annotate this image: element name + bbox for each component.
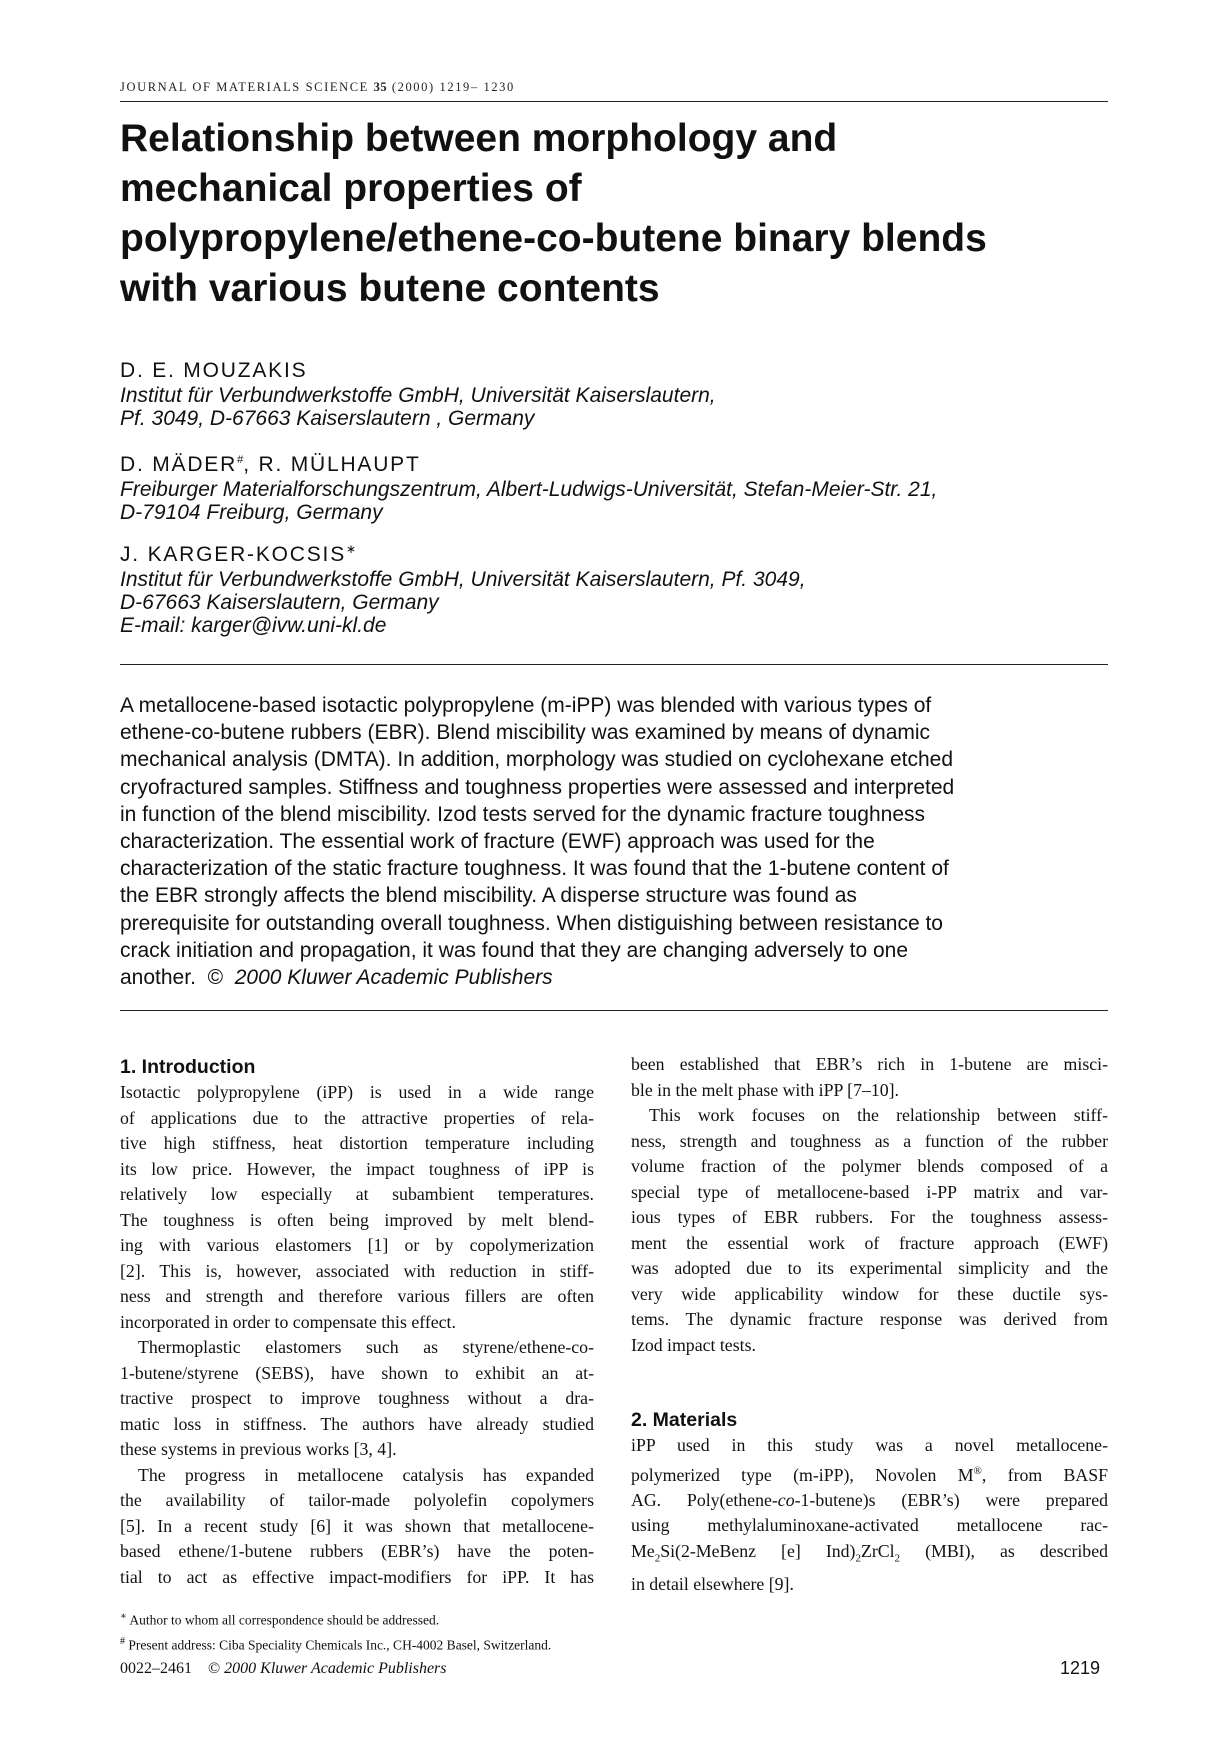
body-line: of applications due to the attractive properties of rela-: [120, 1107, 594, 1128]
body-line: its low price. However, the impact toughness of iPP is: [120, 1158, 594, 1179]
body-line: Thermoplastic elastomers such as styrene/ethene-co-: [138, 1337, 594, 1357]
body-line: ment the essential work of fracture approach (EWF): [631, 1232, 1108, 1253]
abstract-line: in function of the blend miscibility. Izod tests served for the dynamic fracture toughness: [120, 802, 926, 826]
footnote-corresponding-author: [120, 1606, 551, 1631]
page-number: 1219: [1060, 1658, 1101, 1678]
abstract-line: prerequisite for outstanding overall toughness. When distiguishing between resistance to: [120, 911, 943, 935]
footer-publisher: 2000 Kluwer Academic Publishers: [224, 1660, 447, 1677]
author-name-karger-kocsis: J. KARGER-KOCSIS: [120, 543, 347, 566]
body-line: relatively low especially at subambient temperatures.: [120, 1184, 594, 1204]
issn: 0022–2461: [120, 1660, 192, 1677]
body-line: [5]. In a recent study [6] it was shown that metallocene-: [120, 1515, 594, 1536]
journal-volume: 35: [373, 80, 388, 94]
title-line: mechanical properties of: [120, 167, 582, 210]
abstract-line: characterization. The essential work of fracture (EWF) approach was used for the: [120, 830, 875, 854]
section-heading-materials: 2. Materials: [631, 1409, 738, 1431]
text-run: polymerized type (m-iPP), Novolen M: [631, 1464, 974, 1485]
subscript: 2: [654, 1552, 661, 1565]
body-line: [631, 1459, 1108, 1488]
text-run-italic: co: [777, 1489, 795, 1510]
copyright-symbol: ©: [207, 966, 224, 990]
subscript: 2: [855, 1552, 861, 1565]
footnote-mark: #: [120, 1635, 125, 1647]
abstract-line: crack initiation and propagation, it was found that they are changing adversely to one: [120, 938, 909, 962]
footnotes: [120, 1606, 551, 1655]
text-run: Si(2-MeBenz [e] Ind): [660, 1540, 856, 1561]
footnote-text: Present address: Ciba Speciality Chemicals Inc., CH-4002 Basel, Switzerland.: [125, 1637, 552, 1652]
body-line: ious types of EBR rubbers. For the toughness assess-: [631, 1207, 1108, 1227]
author-name: [120, 536, 1110, 568]
body-line: tems. The dynamic fracture response was derived from: [631, 1309, 1108, 1329]
running-head: [120, 80, 1108, 102]
body-line: iPP used in this study was a novel metallocene-: [631, 1435, 1108, 1455]
section-spacer: [631, 1358, 1108, 1408]
body-line: in detail elsewhere [9].: [631, 1573, 794, 1594]
text-run: AG. Poly(ethene-: [631, 1489, 778, 1510]
abstract-line: ethene-co-butene rubbers (EBR). Blend miscibility was examined by means of dynamic: [120, 721, 931, 745]
registered-mark: ®: [973, 1464, 982, 1477]
footnote-mark: ∗: [120, 1611, 127, 1622]
author-affiliation-line: Institut für Verbundwerkstoffe GmbH, Universität Kaiserslautern, Pf. 3049,: [120, 568, 806, 591]
body-line: very wide applicability window for these ductile sys-: [631, 1283, 1108, 1304]
paper-title: [120, 114, 1110, 314]
copyright-symbol: ©: [208, 1660, 221, 1677]
abstract-line: mechanical analysis (DMTA). In addition, morphology was studied on cyclohexane etched: [120, 748, 954, 772]
body-line: tractive prospect to improve toughness without a dra-: [120, 1388, 594, 1408]
abstract-line: cryofractured samples. Stiffness and toughness properties were assessed and interpreted: [120, 775, 955, 799]
body-line: ness, strength and toughness as a function of the rubber: [631, 1130, 1108, 1151]
footnote-text: Author to whom all correspondence should be addressed.: [126, 1612, 440, 1628]
section-heading-introduction: 1. Introduction: [120, 1056, 256, 1078]
text-run: -1-butene)s (EBR’s) were prepared: [794, 1489, 1108, 1510]
body-line: Isotactic polypropylene (iPP) is used in a wide range: [120, 1082, 594, 1102]
footer-left: [120, 1660, 447, 1678]
body-line: ing with various elastomers [1] or by copolymerization: [120, 1235, 594, 1255]
abstract-line: A metallocene-based isotactic polypropylene (m-iPP) was blended with various types of: [120, 694, 932, 717]
journal-name: JOURNAL OF MATERIALS SCIENCE: [120, 80, 369, 94]
journal-year-pages: (2000) 1219– 1230: [391, 80, 515, 94]
body-line: been established that EBR’s rich in 1-butene are misci-: [631, 1054, 1108, 1074]
body-line: these systems in previous works [3, 4].: [120, 1439, 397, 1459]
body-line: [2]. This is, however, associated with reduction in stiff-: [120, 1260, 594, 1281]
body-line: incorporated in order to compensate this effect.: [120, 1311, 456, 1332]
author-name-mulhaupt: , R. MÜLHAUPT: [243, 453, 421, 476]
author-footnote-mark: ∗: [346, 542, 358, 556]
title-line: polypropylene/ethene-co-butene binary blends: [120, 217, 987, 260]
body-line: The toughness is often being improved by melt blend-: [120, 1209, 594, 1230]
author-block-mouzakis: [120, 358, 1110, 430]
text-run: , from BASF: [981, 1464, 1108, 1485]
author-affiliation-line: Freiburger Materialforschungszentrum, Albert-Ludwigs-Universität, Stefan-Meier-Str. 21,: [120, 478, 938, 501]
text-run: (MBI), as described: [900, 1540, 1108, 1561]
body-line: was adopted due to its experimental simplicity and the: [631, 1258, 1108, 1278]
author-name-mader: D. MÄDER: [120, 453, 238, 476]
body-line: special type of metallocene-based i-PP matrix and var-: [631, 1181, 1108, 1202]
body-line: tive high stiffness, heat distortion temperature including: [120, 1133, 594, 1153]
right-column: [631, 1052, 1108, 1597]
body-line: This work focuses on the relationship between stiff-: [649, 1105, 1108, 1125]
author-block-karger-kocsis: [120, 536, 1110, 637]
body-line: ble in the melt phase with iPP [7–10].: [631, 1079, 900, 1100]
abstract-line: [120, 964, 1110, 991]
subscript: 2: [894, 1552, 901, 1565]
body-line: [631, 1539, 1108, 1572]
text-run: ZrCl: [860, 1540, 895, 1561]
abstract-bottom-rule: [120, 1010, 1108, 1011]
body-line: volume fraction of the polymer blends composed of a: [631, 1156, 1108, 1176]
abstract-publisher: 2000 Kluwer Academic Publishers: [234, 966, 553, 990]
body-line: The progress in metallocene catalysis has expanded: [138, 1464, 594, 1485]
body-line: based ethene/1-butene rubbers (EBR’s) have the poten-: [120, 1541, 594, 1561]
footnote-present-address: [120, 1631, 551, 1656]
author-name: D. E. MOUZAKIS: [120, 359, 308, 382]
abstract-top-rule: [120, 664, 1108, 665]
body-line: matic loss in stiffness. The authors have already studied: [120, 1413, 594, 1434]
author-block-mader-mulhaupt: [120, 447, 1110, 524]
body-line: using methylaluminoxane-activated metallocene rac-: [631, 1515, 1108, 1536]
author-affiliation-line: Pf. 3049, D-67663 Kaiserslautern , Germany: [120, 407, 535, 430]
author-email: E-mail: karger@ivw.uni-kl.de: [120, 614, 387, 637]
author-footnote-mark: #: [237, 454, 244, 466]
body-line: 1-butene/styrene (SEBS), have shown to exhibit an at-: [120, 1362, 594, 1383]
author-affiliation-line: D-67663 Kaiserslautern, Germany: [120, 591, 439, 614]
body-line: [631, 1488, 1108, 1514]
body-line: tial to act as effective impact-modifiers for iPP. It has: [120, 1566, 594, 1587]
author-name: [120, 447, 1110, 478]
abstract-last-word: another.: [120, 966, 196, 990]
abstract-line: characterization of the static fracture toughness. It was found that the 1-butene content of: [120, 857, 949, 881]
left-column: [120, 1055, 594, 1590]
title-line: with various butene contents: [120, 267, 660, 310]
body-line: Izod impact tests.: [631, 1334, 756, 1355]
text-run: Me: [631, 1540, 655, 1561]
author-affiliation-line: D-79104 Freiburg, Germany: [120, 501, 383, 524]
author-affiliation-line: Institut für Verbundwerkstoffe GmbH, Universität Kaiserslautern,: [120, 384, 716, 407]
title-line: Relationship between morphology and: [120, 117, 838, 160]
body-line: the availability of tailor-made polyolefin copolymers: [120, 1490, 594, 1510]
abstract-line: the EBR strongly affects the blend miscibility. A disperse structure was found as: [120, 884, 857, 908]
body-line: ness and strength and therefore various fillers are often: [120, 1286, 594, 1306]
abstract: [120, 692, 1110, 991]
